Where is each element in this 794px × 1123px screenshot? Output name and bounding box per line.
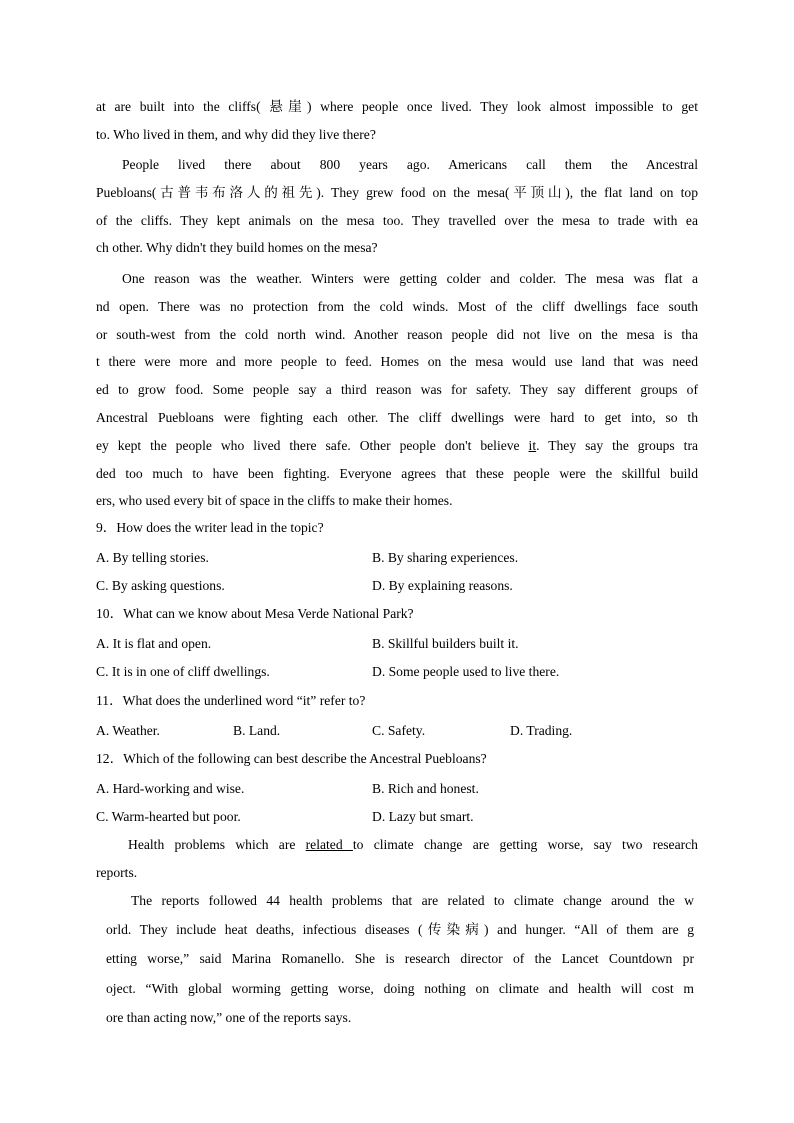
text-line: ers, who used every bit of space in the cliffs to make their homes. xyxy=(96,493,453,509)
question-9-option-b[interactable]: B. By sharing experiences. xyxy=(372,550,519,565)
text-line: at are built into the cliffs( 悬崖) where people once lived. They look almost impossible to get xyxy=(96,99,698,114)
question-11-option-a[interactable]: A. Weather. xyxy=(96,723,160,738)
question-11-option-c[interactable]: C. Safety. xyxy=(372,723,426,738)
text-line: to. Who lived in them, and why did they live there? xyxy=(96,126,376,142)
underlined-word-it: it xyxy=(528,437,537,453)
question-11-stem: 11．What does the underlined word “it” refer to? xyxy=(96,693,366,708)
passage1-paragraph2 xyxy=(96,151,698,262)
question-12-option-c[interactable]: C. Warm-hearted but poor. xyxy=(96,809,241,824)
text-line: oject. “With global worming getting worse, doing nothing on climate and health will cost m xyxy=(106,980,694,996)
question-10-option-c[interactable]: C. It is in one of cliff dwellings. xyxy=(96,664,270,679)
text-line: Health problems which are related to climate change are getting worse, say two research xyxy=(128,837,698,852)
question-12-option-d[interactable]: D. Lazy but smart. xyxy=(372,809,474,824)
text-line: or south-west from the cold north wind. Another reason people did not live on the mesa is tha xyxy=(96,326,698,342)
question-12-stem: 12．Which of the following can best describe the Ancestral Puebloans? xyxy=(96,751,487,766)
text-line: t there were more and more people to feed. Homes on the mesa would use land that was need xyxy=(96,354,698,370)
text-line: ed to grow food. Some people say a third reason was for safety. They say different groups of xyxy=(96,382,698,398)
text-line: of the cliffs. They kept animals on the mesa too. They travelled over the mesa to trade with ea xyxy=(96,212,698,228)
question-10-stem: 10．What can we know about Mesa Verde National Park? xyxy=(96,606,414,621)
text-line: nd open. There was no protection from the cold winds. Most of the cliff dwellings face south xyxy=(96,298,698,314)
underlined-word-related: related xyxy=(305,837,353,852)
question-9-option-c[interactable]: C. By asking questions. xyxy=(96,578,225,593)
passage1-paragraph1 xyxy=(96,93,698,149)
question-9-option-a[interactable]: A. By telling stories. xyxy=(96,550,209,565)
text-line: Puebloans(古普韦布洛人的祖先). They grew food on the mesa(平顶山), the flat land on top xyxy=(96,184,698,200)
question-10-option-a[interactable]: A. It is flat and open. xyxy=(96,636,212,651)
question-12-option-b[interactable]: B. Rich and honest. xyxy=(372,781,479,796)
question-9-stem: 9．How does the writer lead in the topic? xyxy=(96,520,324,535)
text-line: One reason was the weather. Winters were getting colder and colder. The mesa was flat a xyxy=(122,271,698,286)
text-line: reports. xyxy=(96,864,138,880)
text-line: ch other. Why didn't they build homes on the mesa? xyxy=(96,240,378,256)
question-11-option-d[interactable]: D. Trading. xyxy=(510,723,573,738)
passage2-paragraph1 xyxy=(96,831,698,887)
question-9-option-d[interactable]: D. By explaining reasons. xyxy=(372,578,513,593)
question-10-option-b[interactable]: B. Skillful builders built it. xyxy=(372,636,519,651)
text-line: orld. They include heat deaths, infectious diseases (传染病) and hunger. “All of them are g xyxy=(106,922,694,938)
question-10-option-d[interactable]: D. Some people used to live there. xyxy=(372,664,560,679)
text-line: The reports followed 44 health problems that are related to climate change around the w xyxy=(131,893,694,908)
text-line: Ancestral Puebloans were fighting each other. The cliff dwellings were hard to get into, so th xyxy=(96,409,698,425)
text-line: etting worse,” said Marina Romanello. She is research director of the Lancet Countdown pr xyxy=(106,951,694,967)
question-11-option-b[interactable]: B. Land. xyxy=(233,723,281,738)
passage1-paragraph3 xyxy=(96,265,698,515)
passage2-paragraph2 xyxy=(106,886,694,1032)
question-12-option-a[interactable]: A. Hard-working and wise. xyxy=(96,781,245,796)
text-line: People lived there about 800 years ago. Americans call them the Ancestral xyxy=(122,157,698,172)
text-line: ore than acting now,” one of the reports says. xyxy=(106,1009,352,1025)
text-line: ded too much to have been fighting. Everyone agrees that these people were the skillful build xyxy=(96,465,698,481)
text-line: ey kept the people who lived there safe. Other people don't believe it. They say the groups tra xyxy=(96,437,698,453)
